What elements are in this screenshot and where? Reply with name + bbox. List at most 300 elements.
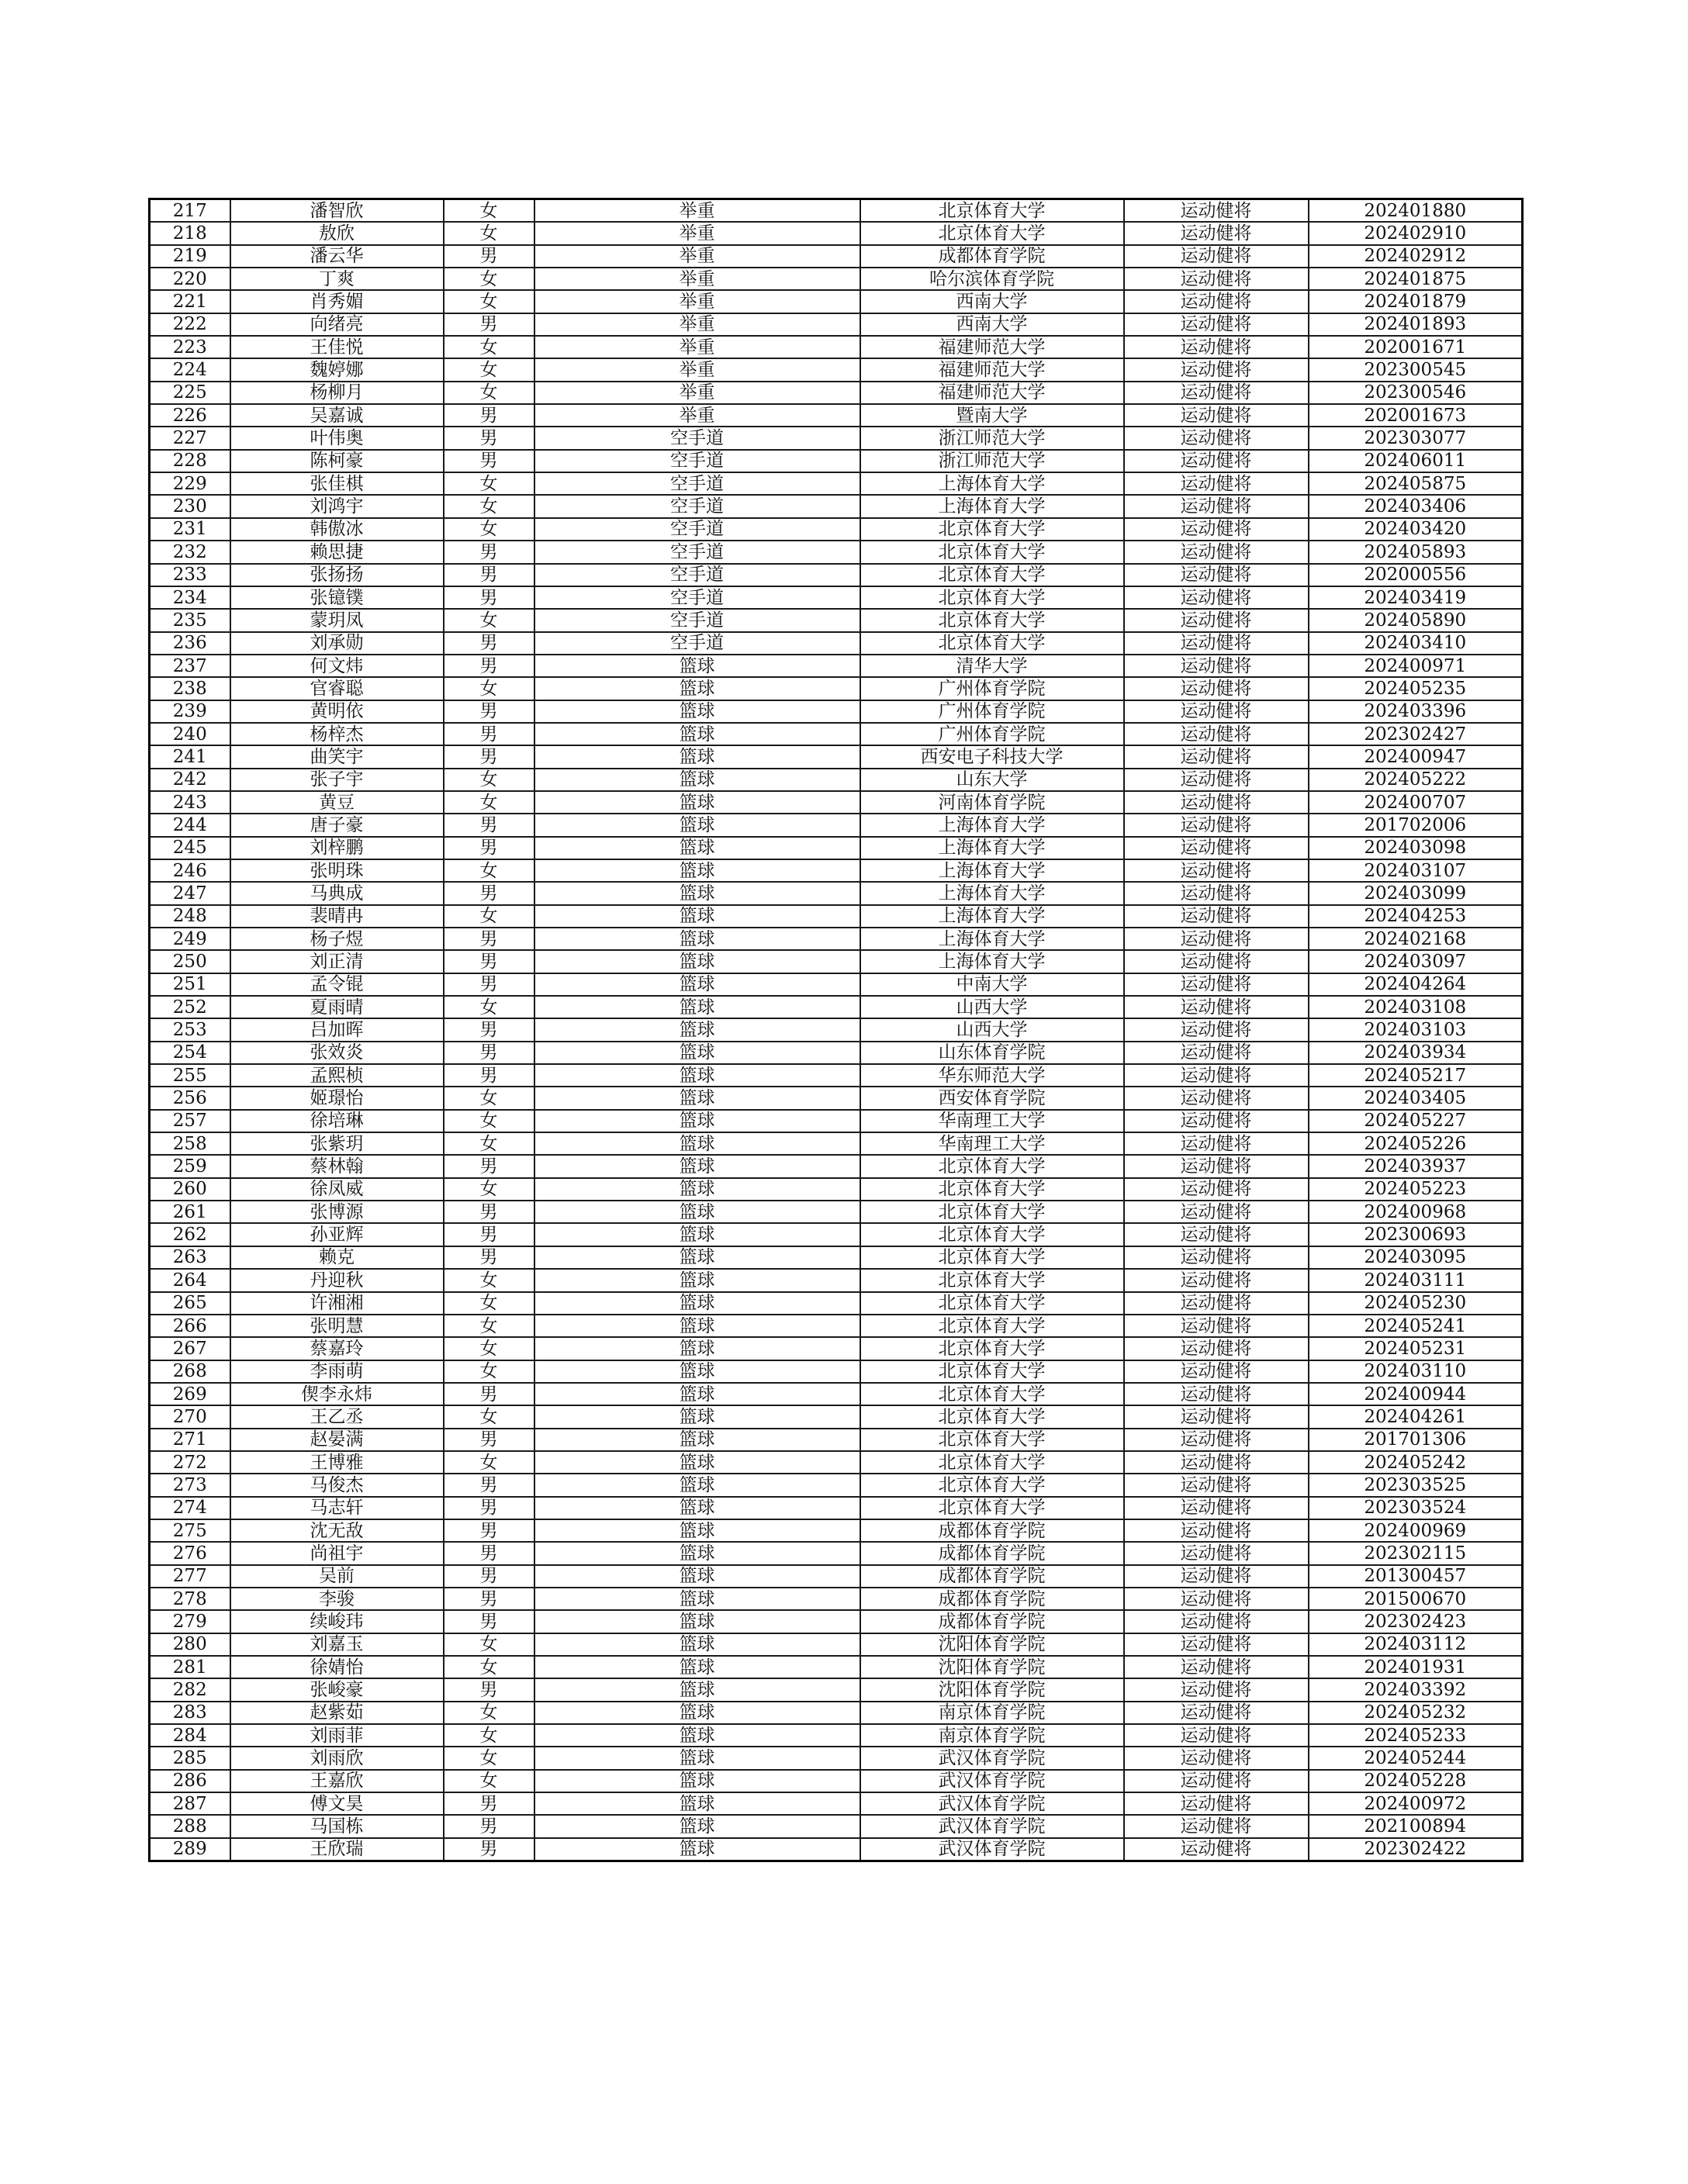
gender-cell: 男 — [444, 450, 534, 472]
gender-cell: 女 — [444, 1451, 534, 1474]
row-number-cell: 258 — [150, 1132, 230, 1155]
sport-cell: 篮球 — [534, 1724, 860, 1747]
gender-cell: 男 — [444, 313, 534, 336]
row-number-cell: 253 — [150, 1018, 230, 1041]
school-cell: 华南理工大学 — [860, 1132, 1124, 1155]
athlete-table — [148, 198, 1524, 1862]
name-cell: 敖欣 — [230, 222, 444, 244]
sport-cell: 篮球 — [534, 1815, 860, 1837]
grade-cell: 运动健将 — [1124, 1337, 1309, 1360]
gender-cell: 男 — [444, 427, 534, 449]
grade-cell: 运动健将 — [1124, 1838, 1309, 1861]
sport-cell: 空手道 — [534, 472, 860, 495]
table-row — [150, 745, 1523, 768]
grade-cell: 运动健将 — [1124, 996, 1309, 1018]
grade-cell: 运动健将 — [1124, 1747, 1309, 1769]
table-row — [150, 814, 1523, 836]
sport-cell: 篮球 — [534, 1678, 860, 1701]
sport-cell: 举重 — [534, 382, 860, 404]
school-cell: 广州体育学院 — [860, 723, 1124, 745]
row-number-cell: 257 — [150, 1110, 230, 1132]
row-number-cell: 268 — [150, 1360, 230, 1383]
gender-cell: 男 — [444, 1815, 534, 1837]
table-row — [150, 1610, 1523, 1633]
grade-cell: 运动健将 — [1124, 928, 1309, 950]
school-cell: 福建师范大学 — [860, 358, 1124, 381]
school-cell: 沈阳体育学院 — [860, 1656, 1124, 1678]
table-row — [150, 837, 1523, 859]
school-cell: 上海体育大学 — [860, 882, 1124, 904]
row-number-cell: 240 — [150, 723, 230, 745]
certificate-number-cell: 202403934 — [1309, 1042, 1523, 1064]
gender-cell: 女 — [444, 1292, 534, 1315]
grade-cell: 运动健将 — [1124, 1087, 1309, 1109]
certificate-number-cell: 202403392 — [1309, 1678, 1523, 1701]
certificate-number-cell: 202303077 — [1309, 427, 1523, 449]
gender-cell: 女 — [444, 199, 534, 223]
sport-cell: 篮球 — [534, 1474, 860, 1496]
grade-cell: 运动健将 — [1124, 632, 1309, 655]
name-cell: 傅文昊 — [230, 1792, 444, 1815]
table-row — [150, 677, 1523, 700]
school-cell: 西南大学 — [860, 290, 1124, 313]
gender-cell: 男 — [444, 973, 534, 996]
school-cell: 华东师范大学 — [860, 1064, 1124, 1087]
name-cell: 孙亚辉 — [230, 1223, 444, 1246]
table-row — [150, 222, 1523, 244]
grade-cell: 运动健将 — [1124, 1429, 1309, 1451]
name-cell: 徐培琳 — [230, 1110, 444, 1132]
grade-cell: 运动健将 — [1124, 1474, 1309, 1496]
grade-cell: 运动健将 — [1124, 677, 1309, 700]
name-cell: 蔡嘉玲 — [230, 1337, 444, 1360]
sport-cell: 举重 — [534, 404, 860, 427]
table-row — [150, 358, 1523, 381]
certificate-number-cell: 202403110 — [1309, 1360, 1523, 1383]
grade-cell: 运动健将 — [1124, 1405, 1309, 1428]
gender-cell: 女 — [444, 1110, 534, 1132]
row-number-cell: 228 — [150, 450, 230, 472]
gender-cell: 男 — [444, 1519, 534, 1542]
name-cell: 刘嘉玉 — [230, 1633, 444, 1656]
row-number-cell: 287 — [150, 1792, 230, 1815]
grade-cell: 运动健将 — [1124, 1223, 1309, 1246]
certificate-number-cell: 202403396 — [1309, 700, 1523, 723]
row-number-cell: 229 — [150, 472, 230, 495]
row-number-cell: 249 — [150, 928, 230, 950]
grade-cell: 运动健将 — [1124, 518, 1309, 541]
gender-cell: 男 — [444, 1497, 534, 1519]
table-row — [150, 1292, 1523, 1315]
sport-cell: 篮球 — [534, 882, 860, 904]
certificate-number-cell: 202302423 — [1309, 1610, 1523, 1633]
school-cell: 北京体育大学 — [860, 1315, 1124, 1337]
table-row — [150, 268, 1523, 290]
certificate-number-cell: 202405226 — [1309, 1132, 1523, 1155]
row-number-cell: 227 — [150, 427, 230, 449]
sport-cell: 篮球 — [534, 1519, 860, 1542]
sport-cell: 篮球 — [534, 1155, 860, 1177]
row-number-cell: 237 — [150, 655, 230, 677]
sport-cell: 空手道 — [534, 564, 860, 586]
name-cell: 刘雨欣 — [230, 1747, 444, 1769]
table-row — [150, 1792, 1523, 1815]
school-cell: 上海体育大学 — [860, 837, 1124, 859]
certificate-number-cell: 201702006 — [1309, 814, 1523, 836]
row-number-cell: 242 — [150, 769, 230, 791]
table-row — [150, 313, 1523, 336]
table-row — [150, 1542, 1523, 1564]
name-cell: 吴嘉诚 — [230, 404, 444, 427]
certificate-number-cell: 202400969 — [1309, 1519, 1523, 1542]
school-cell: 北京体育大学 — [860, 1246, 1124, 1269]
gender-cell: 女 — [444, 677, 534, 700]
grade-cell: 运动健将 — [1124, 1360, 1309, 1383]
name-cell: 赖克 — [230, 1246, 444, 1269]
gender-cell: 男 — [444, 1223, 534, 1246]
table-row — [150, 586, 1523, 609]
name-cell: 张明珠 — [230, 859, 444, 882]
certificate-number-cell: 202400707 — [1309, 791, 1523, 814]
sport-cell: 篮球 — [534, 1838, 860, 1861]
grade-cell: 运动健将 — [1124, 1292, 1309, 1315]
name-cell: 赵紫茹 — [230, 1702, 444, 1724]
table-row — [150, 1815, 1523, 1837]
table-row — [150, 245, 1523, 268]
school-cell: 北京体育大学 — [860, 222, 1124, 244]
certificate-number-cell: 202100894 — [1309, 1815, 1523, 1837]
name-cell: 偰李永炜 — [230, 1383, 444, 1405]
school-cell: 武汉体育学院 — [860, 1815, 1124, 1837]
gender-cell: 男 — [444, 1474, 534, 1496]
sport-cell: 篮球 — [534, 950, 860, 973]
certificate-number-cell: 202402912 — [1309, 245, 1523, 268]
sport-cell: 篮球 — [534, 1656, 860, 1678]
certificate-number-cell: 202405228 — [1309, 1770, 1523, 1792]
table-row — [150, 859, 1523, 882]
gender-cell: 男 — [444, 928, 534, 950]
gender-cell: 女 — [444, 1770, 534, 1792]
name-cell: 张佳棋 — [230, 472, 444, 495]
gender-cell: 男 — [444, 814, 534, 836]
row-number-cell: 220 — [150, 268, 230, 290]
gender-cell: 女 — [444, 268, 534, 290]
school-cell: 南京体育学院 — [860, 1702, 1124, 1724]
certificate-number-cell: 202403095 — [1309, 1246, 1523, 1269]
row-number-cell: 266 — [150, 1315, 230, 1337]
row-number-cell: 286 — [150, 1770, 230, 1792]
row-number-cell: 221 — [150, 290, 230, 313]
sport-cell: 篮球 — [534, 973, 860, 996]
school-cell: 上海体育大学 — [860, 950, 1124, 973]
school-cell: 北京体育大学 — [860, 632, 1124, 655]
name-cell: 徐凤威 — [230, 1178, 444, 1201]
gender-cell: 男 — [444, 632, 534, 655]
table-row — [150, 1474, 1523, 1496]
certificate-number-cell: 202403098 — [1309, 837, 1523, 859]
row-number-cell: 234 — [150, 586, 230, 609]
row-number-cell: 260 — [150, 1178, 230, 1201]
row-number-cell: 233 — [150, 564, 230, 586]
school-cell: 成都体育学院 — [860, 245, 1124, 268]
certificate-number-cell: 202303524 — [1309, 1497, 1523, 1519]
gender-cell: 女 — [444, 1633, 534, 1656]
name-cell: 王嘉欣 — [230, 1770, 444, 1792]
school-cell: 武汉体育学院 — [860, 1770, 1124, 1792]
grade-cell: 运动健将 — [1124, 791, 1309, 814]
row-number-cell: 226 — [150, 404, 230, 427]
gender-cell: 男 — [444, 1588, 534, 1610]
sport-cell: 篮球 — [534, 1702, 860, 1724]
table-row — [150, 1246, 1523, 1269]
sport-cell: 篮球 — [534, 655, 860, 677]
row-number-cell: 230 — [150, 495, 230, 517]
certificate-number-cell: 202400971 — [1309, 655, 1523, 677]
grade-cell: 运动健将 — [1124, 1656, 1309, 1678]
gender-cell: 女 — [444, 791, 534, 814]
school-cell: 山西大学 — [860, 1018, 1124, 1041]
table-row — [150, 1565, 1523, 1588]
sport-cell: 篮球 — [534, 723, 860, 745]
school-cell: 北京体育大学 — [860, 1292, 1124, 1315]
name-cell: 潘智欣 — [230, 199, 444, 223]
grade-cell: 运动健将 — [1124, 404, 1309, 427]
grade-cell: 运动健将 — [1124, 1497, 1309, 1519]
row-number-cell: 283 — [150, 1702, 230, 1724]
name-cell: 黄明依 — [230, 700, 444, 723]
table-row — [150, 1087, 1523, 1109]
table-row — [150, 950, 1523, 973]
sport-cell: 篮球 — [534, 1451, 860, 1474]
certificate-number-cell: 202401875 — [1309, 268, 1523, 290]
grade-cell: 运动健将 — [1124, 541, 1309, 563]
school-cell: 南京体育学院 — [860, 1724, 1124, 1747]
school-cell: 清华大学 — [860, 655, 1124, 677]
table-row — [150, 404, 1523, 427]
name-cell: 刘梓鹏 — [230, 837, 444, 859]
grade-cell: 运动健将 — [1124, 1110, 1309, 1132]
name-cell: 丁爽 — [230, 268, 444, 290]
sport-cell: 篮球 — [534, 1747, 860, 1769]
school-cell: 北京体育大学 — [860, 609, 1124, 631]
grade-cell: 运动健将 — [1124, 564, 1309, 586]
table-row — [150, 882, 1523, 904]
sport-cell: 篮球 — [534, 1360, 860, 1383]
name-cell: 官睿聪 — [230, 677, 444, 700]
row-number-cell: 236 — [150, 632, 230, 655]
grade-cell: 运动健将 — [1124, 1724, 1309, 1747]
certificate-number-cell: 202405223 — [1309, 1178, 1523, 1201]
row-number-cell: 225 — [150, 382, 230, 404]
school-cell: 中南大学 — [860, 973, 1124, 996]
certificate-number-cell: 202405233 — [1309, 1724, 1523, 1747]
table-row — [150, 336, 1523, 358]
certificate-number-cell: 202403420 — [1309, 518, 1523, 541]
school-cell: 上海体育大学 — [860, 905, 1124, 928]
gender-cell: 男 — [444, 745, 534, 768]
row-number-cell: 224 — [150, 358, 230, 381]
certificate-number-cell: 202300546 — [1309, 382, 1523, 404]
gender-cell: 男 — [444, 882, 534, 904]
gender-cell: 女 — [444, 518, 534, 541]
sport-cell: 空手道 — [534, 609, 860, 631]
table-row — [150, 1223, 1523, 1246]
school-cell: 北京体育大学 — [860, 1155, 1124, 1177]
grade-cell: 运动健将 — [1124, 1018, 1309, 1041]
sport-cell: 篮球 — [534, 1269, 860, 1291]
sport-cell: 篮球 — [534, 791, 860, 814]
name-cell: 杨柳月 — [230, 382, 444, 404]
sport-cell: 篮球 — [534, 1633, 860, 1656]
school-cell: 武汉体育学院 — [860, 1838, 1124, 1861]
grade-cell: 运动健将 — [1124, 1064, 1309, 1087]
name-cell: 续峻玮 — [230, 1610, 444, 1633]
certificate-number-cell: 201300457 — [1309, 1565, 1523, 1588]
school-cell: 成都体育学院 — [860, 1519, 1124, 1542]
school-cell: 山东大学 — [860, 769, 1124, 791]
sport-cell: 篮球 — [534, 1223, 860, 1246]
table-row — [150, 655, 1523, 677]
sport-cell: 篮球 — [534, 1542, 860, 1564]
sport-cell: 空手道 — [534, 495, 860, 517]
gender-cell: 男 — [444, 245, 534, 268]
name-cell: 孟令锟 — [230, 973, 444, 996]
table-row — [150, 1337, 1523, 1360]
gender-cell: 男 — [444, 1678, 534, 1701]
sport-cell: 篮球 — [534, 1497, 860, 1519]
table-row — [150, 1588, 1523, 1610]
school-cell: 成都体育学院 — [860, 1565, 1124, 1588]
row-number-cell: 238 — [150, 677, 230, 700]
school-cell: 成都体育学院 — [860, 1588, 1124, 1610]
name-cell: 何文炜 — [230, 655, 444, 677]
gender-cell: 男 — [444, 541, 534, 563]
sport-cell: 篮球 — [534, 1337, 860, 1360]
grade-cell: 运动健将 — [1124, 495, 1309, 517]
gender-cell: 女 — [444, 1360, 534, 1383]
name-cell: 潘云华 — [230, 245, 444, 268]
certificate-number-cell: 202405231 — [1309, 1337, 1523, 1360]
name-cell: 王欣瑞 — [230, 1838, 444, 1861]
gender-cell: 女 — [444, 472, 534, 495]
grade-cell: 运动健将 — [1124, 1519, 1309, 1542]
certificate-number-cell: 202404253 — [1309, 905, 1523, 928]
sport-cell: 篮球 — [534, 745, 860, 768]
row-number-cell: 235 — [150, 609, 230, 631]
school-cell: 福建师范大学 — [860, 382, 1124, 404]
row-number-cell: 239 — [150, 700, 230, 723]
gender-cell: 男 — [444, 1246, 534, 1269]
certificate-number-cell: 202400947 — [1309, 745, 1523, 768]
row-number-cell: 247 — [150, 882, 230, 904]
table-row — [150, 1178, 1523, 1201]
name-cell: 许湘湘 — [230, 1292, 444, 1315]
grade-cell: 运动健将 — [1124, 1792, 1309, 1815]
grade-cell: 运动健将 — [1124, 1246, 1309, 1269]
row-number-cell: 264 — [150, 1269, 230, 1291]
gender-cell: 男 — [444, 564, 534, 586]
table-row — [150, 199, 1523, 223]
certificate-number-cell: 202000556 — [1309, 564, 1523, 586]
name-cell: 肖秀媚 — [230, 290, 444, 313]
name-cell: 孟熙桢 — [230, 1064, 444, 1087]
gender-cell: 男 — [444, 700, 534, 723]
row-number-cell: 259 — [150, 1155, 230, 1177]
gender-cell: 女 — [444, 495, 534, 517]
sport-cell: 篮球 — [534, 1178, 860, 1201]
grade-cell: 运动健将 — [1124, 609, 1309, 631]
certificate-number-cell: 202400972 — [1309, 1792, 1523, 1815]
table-row — [150, 905, 1523, 928]
certificate-number-cell: 202403103 — [1309, 1018, 1523, 1041]
school-cell: 上海体育大学 — [860, 814, 1124, 836]
table-row — [150, 1064, 1523, 1087]
row-number-cell: 285 — [150, 1747, 230, 1769]
name-cell: 马典成 — [230, 882, 444, 904]
table-row — [150, 1269, 1523, 1291]
grade-cell: 运动健将 — [1124, 882, 1309, 904]
grade-cell: 运动健将 — [1124, 1315, 1309, 1337]
grade-cell: 运动健将 — [1124, 586, 1309, 609]
certificate-number-cell: 202406011 — [1309, 450, 1523, 472]
name-cell: 马国栋 — [230, 1815, 444, 1837]
school-cell: 广州体育学院 — [860, 677, 1124, 700]
certificate-number-cell: 202403108 — [1309, 996, 1523, 1018]
gender-cell: 女 — [444, 382, 534, 404]
school-cell: 上海体育大学 — [860, 472, 1124, 495]
certificate-number-cell: 202405242 — [1309, 1451, 1523, 1474]
row-number-cell: 263 — [150, 1246, 230, 1269]
gender-cell: 女 — [444, 290, 534, 313]
row-number-cell: 274 — [150, 1497, 230, 1519]
row-number-cell: 276 — [150, 1542, 230, 1564]
row-number-cell: 256 — [150, 1087, 230, 1109]
grade-cell: 运动健将 — [1124, 700, 1309, 723]
row-number-cell: 262 — [150, 1223, 230, 1246]
certificate-number-cell: 202001673 — [1309, 404, 1523, 427]
gender-cell: 男 — [444, 1042, 534, 1064]
grade-cell: 运动健将 — [1124, 222, 1309, 244]
table-row — [150, 1405, 1523, 1428]
name-cell: 魏婷娜 — [230, 358, 444, 381]
school-cell: 西南大学 — [860, 313, 1124, 336]
certificate-number-cell: 202405222 — [1309, 769, 1523, 791]
row-number-cell: 279 — [150, 1610, 230, 1633]
table-row — [150, 1656, 1523, 1678]
school-cell: 山东体育学院 — [860, 1042, 1124, 1064]
certificate-number-cell: 202300693 — [1309, 1223, 1523, 1246]
school-cell: 北京体育大学 — [860, 1269, 1124, 1291]
gender-cell: 女 — [444, 1656, 534, 1678]
table-row — [150, 1497, 1523, 1519]
table-row — [150, 1770, 1523, 1792]
name-cell: 刘正清 — [230, 950, 444, 973]
row-number-cell: 272 — [150, 1451, 230, 1474]
grade-cell: 运动健将 — [1124, 268, 1309, 290]
certificate-number-cell: 202403112 — [1309, 1633, 1523, 1656]
sport-cell: 举重 — [534, 245, 860, 268]
table-row — [150, 472, 1523, 495]
grade-cell: 运动健将 — [1124, 1702, 1309, 1724]
grade-cell: 运动健将 — [1124, 745, 1309, 768]
school-cell: 北京体育大学 — [860, 1360, 1124, 1383]
sport-cell: 空手道 — [534, 450, 860, 472]
grade-cell: 运动健将 — [1124, 1610, 1309, 1633]
school-cell: 北京体育大学 — [860, 586, 1124, 609]
certificate-number-cell: 202403111 — [1309, 1269, 1523, 1291]
row-number-cell: 289 — [150, 1838, 230, 1861]
grade-cell: 运动健将 — [1124, 1155, 1309, 1177]
